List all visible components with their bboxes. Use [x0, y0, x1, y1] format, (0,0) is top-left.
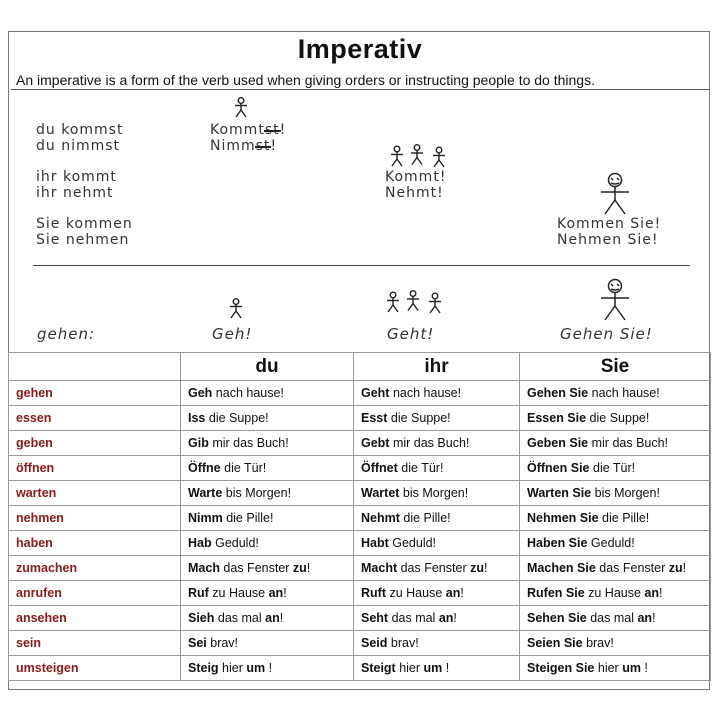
table-row	[9, 456, 711, 481]
table-row	[9, 506, 711, 531]
du-cell	[181, 656, 354, 681]
sie-form-2: Sie nehmen	[36, 232, 130, 248]
du-cell	[181, 556, 354, 581]
ihr-form-2: ihr nehmt	[36, 185, 114, 201]
sentence-part: das Fenster	[595, 561, 669, 575]
sentence-part: !	[283, 586, 287, 600]
du-cell	[181, 581, 354, 606]
sentence-part: bis Morgen!	[591, 486, 660, 500]
sie-cell	[520, 406, 711, 431]
du-form-1: du kommst	[36, 122, 124, 138]
sentence-part: zu Hause	[584, 586, 645, 600]
imperative-form: Sehen Sie	[527, 611, 587, 625]
imperative-form: zu	[292, 561, 307, 575]
imperative-form: Hab	[188, 536, 212, 550]
formal-person-icon	[598, 172, 632, 216]
verb-cell: haben	[9, 531, 181, 556]
ihr-cell	[354, 381, 520, 406]
ihr-imperative-2: Nehmt!	[385, 185, 444, 201]
sie-cell	[520, 656, 711, 681]
du-imperative-1-mark: !	[279, 122, 287, 138]
verb-cell: anrufen	[9, 581, 181, 606]
sentence-part: zu Hause	[386, 586, 446, 600]
du-imperative-2-stem: Nimm	[210, 138, 256, 154]
intro-divider	[11, 89, 709, 90]
sentence-part: das Fenster	[397, 561, 471, 575]
imperative-form: Warte	[188, 486, 223, 500]
sentence-part: die Pille!	[399, 511, 451, 525]
sie-cell	[520, 631, 711, 656]
sentence-part: !	[483, 561, 488, 575]
du-cell	[181, 431, 354, 456]
imperative-form: Ruf	[188, 586, 209, 600]
ihr-cell	[354, 581, 520, 606]
gehen-ihr: Geht!	[387, 325, 435, 343]
imperative-form: Seid	[361, 636, 388, 650]
imperative-form: Seien Sie	[527, 636, 583, 650]
verb-cell: zumachen	[9, 556, 181, 581]
imperative-form: um	[423, 661, 443, 675]
sentence-part: nach hause!	[212, 386, 284, 400]
imperative-form: um	[622, 661, 641, 675]
imperative-form: an	[637, 611, 653, 625]
sentence-part: zu Hause	[208, 586, 269, 600]
sie-imperative-1: Kommen Sie!	[557, 216, 662, 232]
group-of-people-icon	[389, 145, 451, 169]
sie-cell	[520, 431, 711, 456]
verb-cell: warten	[9, 481, 181, 506]
sentence-part: die Suppe!	[205, 411, 269, 425]
sentence-part: die Tür!	[220, 461, 267, 475]
sie-cell	[520, 531, 711, 556]
ihr-cell	[354, 606, 520, 631]
verb-cell: öffnen	[9, 456, 181, 481]
verb-cell: ansehen	[9, 606, 181, 631]
imperative-form: Sieh	[188, 611, 215, 625]
sentence-part: die Tür!	[397, 461, 444, 475]
sentence-part: hier	[395, 661, 424, 675]
sie-cell	[520, 606, 711, 631]
imperative-form: zu	[470, 561, 484, 575]
imperative-form: Seht	[361, 611, 389, 625]
ihr-cell	[354, 431, 520, 456]
single-person-icon	[229, 298, 243, 320]
sentence-part: die Suppe!	[586, 411, 650, 425]
du-imperative-2-struck-ending: st	[255, 138, 271, 154]
sentence-part: Geduld!	[587, 536, 635, 550]
verb-cell: essen	[9, 406, 181, 431]
imperative-form: Geh	[188, 386, 213, 400]
sentence-part: mir das Buch!	[208, 436, 289, 450]
sentence-part: nach hause!	[389, 386, 462, 400]
du-imperative-1-struck-ending: st	[264, 122, 280, 138]
imperative-form: Steigen Sie	[527, 661, 595, 675]
imperative-form: Geben Sie	[527, 436, 589, 450]
page-title: Imperativ	[297, 34, 423, 64]
sentence-part: mir das Buch!	[389, 436, 470, 450]
sentence-part: das mal	[388, 611, 439, 625]
du-cell	[181, 606, 354, 631]
imperative-form: Warten Sie	[527, 486, 592, 500]
sentence-part: !	[279, 611, 284, 625]
imperative-form: Steig	[188, 661, 219, 675]
du-cell	[181, 381, 354, 406]
sentence-part: bis Morgen!	[222, 486, 292, 500]
imperative-form: Nehmen Sie	[527, 511, 599, 525]
imperative-form: Nehmt	[361, 511, 400, 525]
ihr-cell	[354, 506, 520, 531]
group-of-people-icon	[385, 290, 447, 316]
sie-cell	[520, 556, 711, 581]
imperative-form: Steigt	[361, 661, 396, 675]
table-row	[9, 531, 711, 556]
ihr-cell	[354, 406, 520, 431]
du-imperative-1	[210, 123, 286, 138]
imperative-form: Esst	[361, 411, 388, 425]
imperative-form: Öffne	[188, 461, 221, 475]
verb-cell: nehmen	[9, 506, 181, 531]
sentence-part: !	[652, 611, 656, 625]
table-row	[9, 581, 711, 606]
imperative-form: Gebt	[361, 436, 390, 450]
imperative-form: Öffnet	[361, 461, 398, 475]
imperative-form: Haben Sie	[527, 536, 588, 550]
verb-cell: gehen	[9, 381, 181, 406]
sie-cell	[520, 456, 711, 481]
sentence-part: hier	[594, 661, 623, 675]
ihr-cell	[354, 656, 520, 681]
sie-imperative-2: Nehmen Sie!	[557, 232, 659, 248]
imperative-form: an	[438, 611, 454, 625]
sentence-part: brav!	[206, 636, 239, 650]
du-imperative-1-stem: Kommt	[210, 122, 265, 138]
conjugation-table	[8, 352, 711, 681]
sentence-part: Geduld!	[211, 536, 259, 550]
imperative-form: um	[246, 661, 266, 675]
verb-cell: sein	[9, 631, 181, 656]
ihr-imperative-1: Kommt!	[385, 169, 447, 185]
header-ihr: ihr	[354, 353, 520, 381]
gehen-label: gehen:	[37, 325, 96, 343]
du-cell	[181, 531, 354, 556]
sentence-part: !	[265, 661, 273, 675]
sentence-part: !	[460, 586, 464, 600]
sie-cell	[520, 506, 711, 531]
du-cell	[181, 456, 354, 481]
sentence-part: brav!	[582, 636, 614, 650]
imperative-form: Sei	[188, 636, 207, 650]
sie-cell	[520, 481, 711, 506]
imperative-form: an	[644, 586, 660, 600]
verb-cell: umsteigen	[9, 656, 181, 681]
sentence-part: die Tür!	[589, 461, 636, 475]
table-row	[9, 656, 711, 681]
sentence-part: brav!	[387, 636, 419, 650]
sentence-part: Geduld!	[388, 536, 437, 550]
header-du: du	[181, 353, 354, 381]
imperative-form: Nimm	[188, 511, 223, 525]
section-divider	[33, 265, 690, 266]
imperative-form: an	[445, 586, 461, 600]
imperative-form: Macht	[361, 561, 398, 575]
sentence-part: die Pille!	[598, 511, 650, 525]
imperative-form: an	[268, 586, 284, 600]
table-row	[9, 606, 711, 631]
sentence-part: !	[682, 561, 687, 575]
table-header-row	[9, 353, 711, 381]
du-cell	[181, 406, 354, 431]
imperative-form: an	[265, 611, 280, 625]
table-row	[9, 381, 711, 406]
sie-cell	[520, 581, 711, 606]
imperative-form: Öffnen Sie	[527, 461, 590, 475]
sentence-part: die Suppe!	[387, 411, 451, 425]
du-form-2: du nimmst	[36, 138, 121, 154]
verb-cell: geben	[9, 431, 181, 456]
imperative-form: Machen Sie	[527, 561, 596, 575]
sentence-part: !	[306, 561, 311, 575]
sentence-part: !	[442, 661, 450, 675]
ihr-cell	[354, 481, 520, 506]
ihr-cell	[354, 456, 520, 481]
sentence-part: die Pille!	[222, 511, 274, 525]
ihr-cell	[354, 531, 520, 556]
table-row	[9, 406, 711, 431]
imperative-form: Geht	[361, 386, 390, 400]
du-cell	[181, 631, 354, 656]
formal-person-icon	[598, 278, 632, 322]
table-row	[9, 431, 711, 456]
du-imperative-2-mark: !	[270, 138, 278, 154]
imperative-form: Iss	[188, 411, 206, 425]
sie-form-1: Sie kommen	[36, 216, 133, 232]
single-person-icon	[234, 97, 248, 119]
imperative-form: Wartet	[361, 486, 400, 500]
imperative-form: zu	[668, 561, 683, 575]
imperative-form: Habt	[361, 536, 389, 550]
intro-text: An imperative is a form of the verb used when giving orders or instructing people to do things.	[16, 72, 595, 88]
sentence-part: mir das Buch!	[588, 436, 669, 450]
gehen-sie: Gehen Sie!	[560, 325, 653, 343]
du-imperative-2	[210, 139, 277, 154]
imperative-form: Ruft	[361, 586, 386, 600]
imperative-form: Mach	[188, 561, 220, 575]
du-cell	[181, 506, 354, 531]
sentence-part: nach hause!	[588, 386, 660, 400]
table-row	[9, 556, 711, 581]
imperative-form: Essen Sie	[527, 411, 587, 425]
sentence-part: !	[659, 586, 663, 600]
table-row	[9, 631, 711, 656]
du-cell	[181, 481, 354, 506]
sentence-part: hier	[218, 661, 247, 675]
ihr-cell	[354, 556, 520, 581]
ihr-cell	[354, 631, 520, 656]
sentence-part: !	[453, 611, 457, 625]
imperative-form: Gehen Sie	[527, 386, 589, 400]
sentence-part: das mal	[214, 611, 266, 625]
sentence-part: bis Morgen!	[399, 486, 469, 500]
header-sie: Sie	[520, 353, 711, 381]
sentence-part: das Fenster	[219, 561, 293, 575]
table-row	[9, 481, 711, 506]
header-verb	[9, 353, 181, 381]
sie-cell	[520, 381, 711, 406]
imperative-form: Rufen Sie	[527, 586, 585, 600]
ihr-form-1: ihr kommt	[36, 169, 117, 185]
sentence-part: das mal	[586, 611, 638, 625]
gehen-du: Geh!	[212, 325, 253, 343]
sentence-part: !	[640, 661, 648, 675]
imperative-form: Gib	[188, 436, 209, 450]
